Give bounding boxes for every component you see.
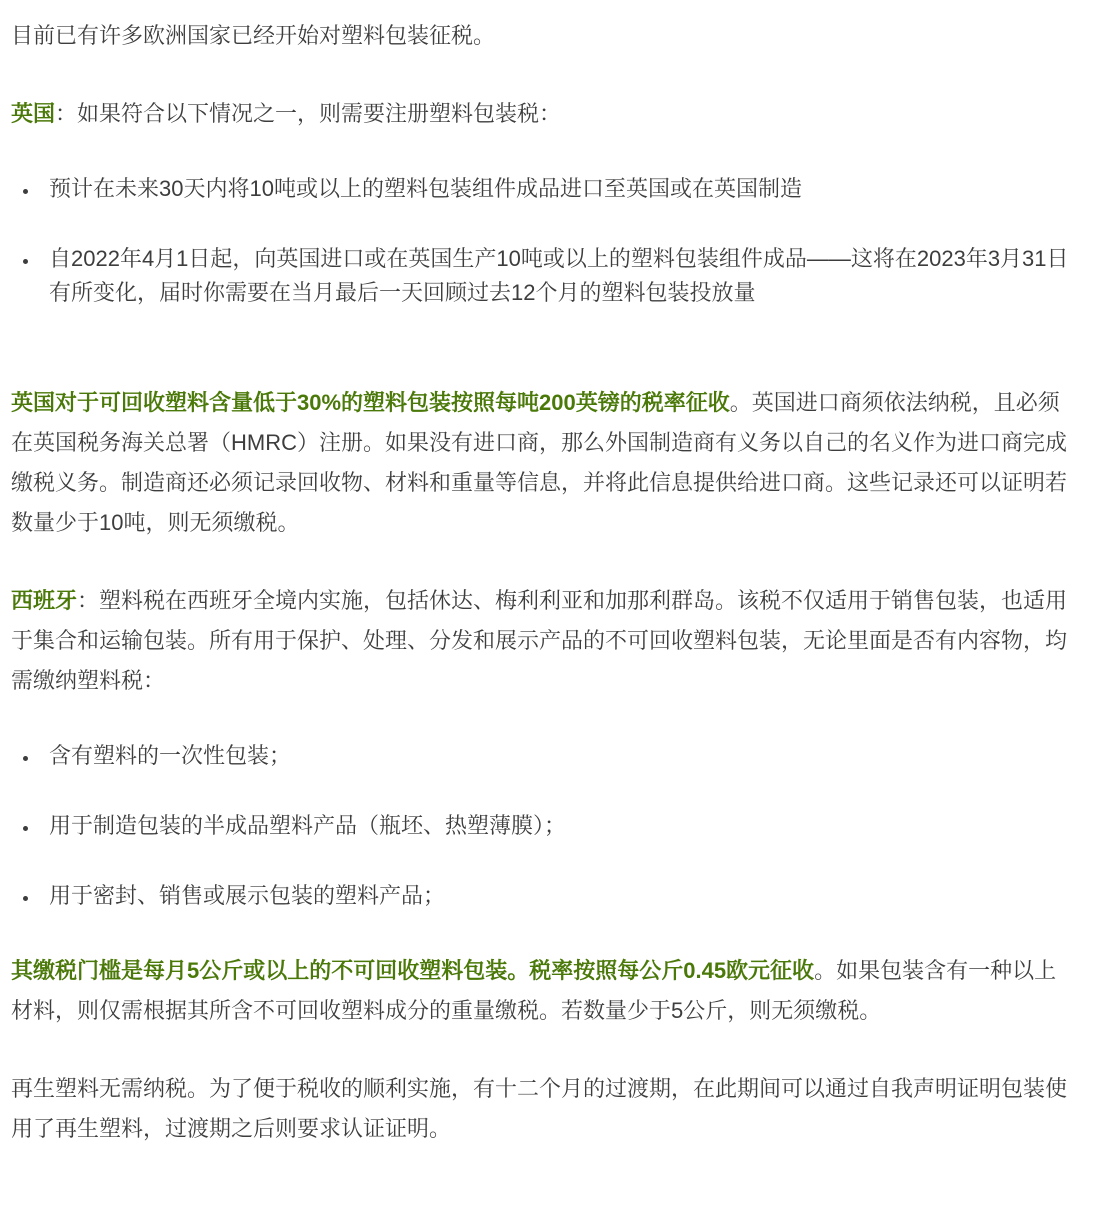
list-item: • 用于制造包装的半成品塑料产品（瓶坯、热塑薄膜）； — [40, 809, 1074, 843]
article-body — [11, 16, 1074, 1149]
spain-threshold-detail-text: 。如果包装含有一种以上材料，则仅需根据其所含不可回收塑料成分的重量缴税。若数量少于5公斤，则无须缴税。 — [11, 958, 1057, 1023]
recycled-note-paragraph: 再生塑料无需纳税。为了便于税收的顺利实施，有十二个月的过渡期，在此期间可以通过自我声明证明包装使用了再生塑料，过渡期之后则要求认证证明。 — [11, 1076, 1068, 1141]
uk-conditions-list — [11, 172, 1074, 310]
list-item: • 含有塑料的一次性包装； — [40, 739, 1074, 773]
uk-lead-paragraph — [11, 94, 1074, 134]
list-item: • 用于密封、销售或展示包装的塑料产品； — [40, 879, 1074, 913]
spain-lead-text: ：塑料税在西班牙全境内实施，包括休达、梅利利亚和加那利群岛。该税不仅适用于销售包装，也适用于集合和运输包装。所有用于保护、处理、分发和展示产品的不可回收塑料包装，无论里面是否有内容物，均需缴纳塑料税： — [11, 588, 1068, 693]
spain-country-label: 西班牙 — [11, 588, 78, 613]
spain-lead-paragraph — [11, 581, 1074, 701]
intro-paragraph: 目前已有许多欧洲国家已经开始对塑料包装征税。 — [11, 23, 496, 48]
uk-lead-text: ：如果符合以下情况之一，则需要注册塑料包装税： — [55, 101, 562, 126]
uk-tax-rate-highlight: 英国对于可回收塑料含量低于30%的塑料包装按照每吨200英镑的税率征收 — [11, 390, 730, 415]
uk-tax-paragraph — [11, 383, 1074, 543]
uk-tax-detail-text: 。英国进口商须依法纳税，且必须在英国税务海关总署（HMRC）注册。如果没有进口商，那么外国制造商有义务以自己的名义作为进口商完成缴税义务。制造商还必须记录回收物、材料和重量等信息，并将此信息提供给进口商。这些记录还可以证明若数量少于10吨，则无须缴税。 — [11, 390, 1068, 535]
list-item: • 预计在未来30天内将10吨或以上的塑料包装组件成品进口至英国或在英国制造 — [40, 172, 1074, 206]
uk-country-label: 英国 — [11, 101, 56, 126]
spain-threshold-paragraph — [11, 951, 1074, 1031]
spain-threshold-highlight: 其缴税门槛是每月5公斤或以上的不可回收塑料包装。税率按照每公斤0.45欧元征收 — [11, 958, 815, 983]
spain-items-list — [11, 739, 1074, 913]
section-spacer — [11, 348, 1074, 383]
list-item: • 自2022年4月1日起，向英国进口或在英国生产10吨或以上的塑料包装组件成品——这将在2023年3月31日有所变化，届时你需要在当月最后一天回顾过去12个月的塑料包装投放量 — [40, 242, 1074, 310]
